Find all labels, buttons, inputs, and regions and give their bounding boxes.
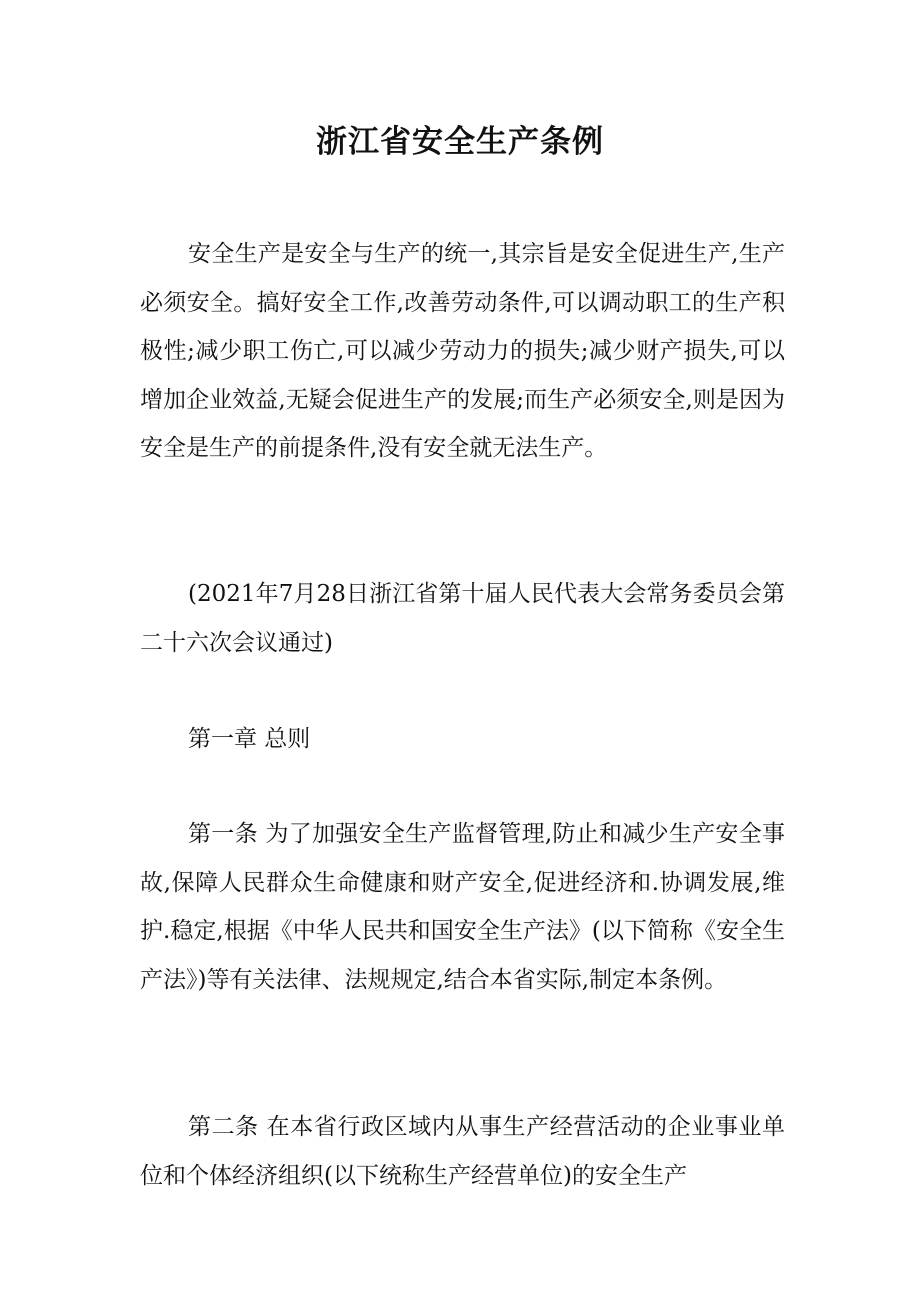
document-title: 浙江省安全生产条例 <box>316 124 604 160</box>
article-2: 第二条 在本省行政区域内从事生产经营活动的企业事业单位和个体经济组织(以下统称生产经营单位)的安全生产 <box>140 1114 785 1189</box>
intro-paragraph: 安全生产是安全与生产的统一,其宗旨是安全促进生产,生产必须安全。搞好安全工作,改善劳动条件,可以调动职工的生产积极性;减少职工伤亡,可以减少劳动力的损失;减少财产损失,可以增加企业效益,无疑会促进生产的发展;而生产必须安全,则是因为安全是生产的前提条件,没有安全就无法生产。 <box>140 241 785 461</box>
chapter-heading: 第一章 总则 <box>188 726 311 752</box>
adoption-note: (2021年7月28日浙江省第十届人民代表大会常务委员会第二十六次会议通过) <box>140 581 785 656</box>
article-1: 第一条 为了加强安全生产监督管理,防止和减少生产安全事故,保障人民群众生命健康和财产安全,促进经济和.协调发展,维护.稳定,根据《中华人民共和国安全生产法》(以下简称《安全生产法》)等有关法律、法规规定,结合本省实际,制定本条例。 <box>140 821 785 993</box>
